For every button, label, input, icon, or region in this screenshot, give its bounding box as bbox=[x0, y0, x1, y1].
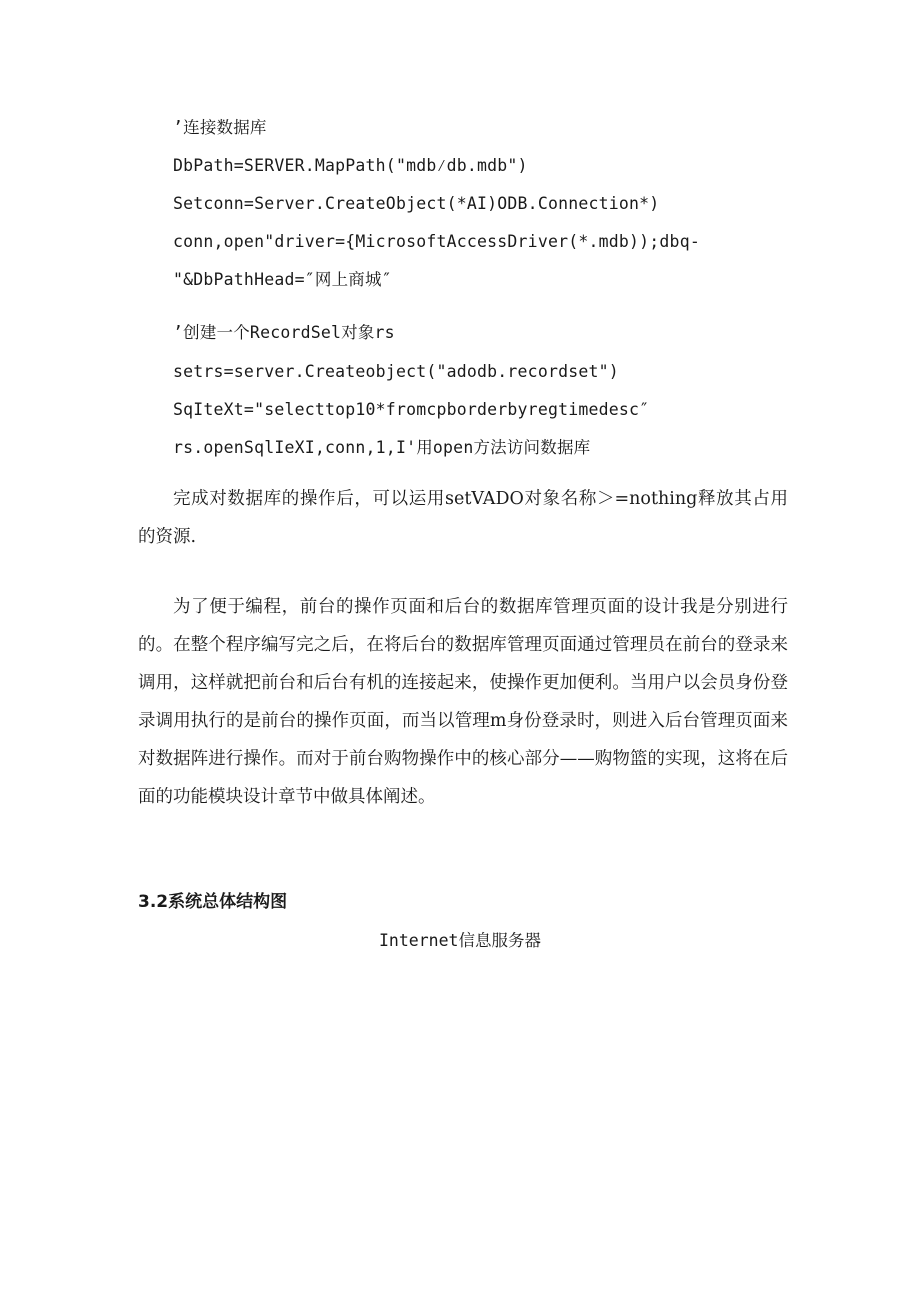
code-line-dbpath: DbPath=SERVER.MapPath("mdb⁄db.mdb") bbox=[173, 156, 528, 175]
code-line-setrs: setrs=server.Createobject("adodb.recordset") bbox=[173, 362, 619, 381]
section-heading: 3.2系统总体结构图 bbox=[138, 892, 288, 912]
code-comment-connect-db: ’连接数据库 bbox=[173, 118, 267, 137]
code-line-conn-open: conn,open"driver={MicrosoftAccessDriver(*.mdb));dbq- bbox=[173, 232, 700, 251]
diagram-label-iis: Internet信息服务器 bbox=[379, 931, 541, 950]
code-line-dbpath-head: "&DbPathHead=″网上商城″ bbox=[173, 270, 392, 289]
paragraph-release-resources: 完成对数据库的操作后，可以运用setVADO对象名称＞=nothing释放其占用的资源. bbox=[138, 489, 788, 547]
code-line-setconn: Setconn=Server.CreateObject(*AI)ODB.Connection*) bbox=[173, 194, 660, 213]
code-line-sqltext: SqIteXt="selecttop10*fromcpborderbyregtimedesc″ bbox=[173, 400, 650, 419]
paragraph-design-description: 为了便于编程，前台的操作页面和后台的数据库管理页面的设计我是分别进行的。在整个程序编写完之后，在将后台的数据库管理页面通过管理员在前台的登录来调用，这样就把前台和后台有机的连接起来，使操作更加便利。当用户以会员身份登录调用执行的是前台的操作页面，而当以管理m身份登录时，则进入后台管理页面来对数据阵进行操作。而对于前台购物操作中的核心部分——购物篮的实现，这将在后面的功能模块设计章节中做具体阐述。 bbox=[138, 597, 788, 807]
code-comment-create-recordset: ’创建一个RecordSel对象rs bbox=[173, 323, 395, 342]
code-line-rs-open: rs.openSqlIeXI,conn,1,I'用open方法访问数据库 bbox=[173, 438, 591, 457]
